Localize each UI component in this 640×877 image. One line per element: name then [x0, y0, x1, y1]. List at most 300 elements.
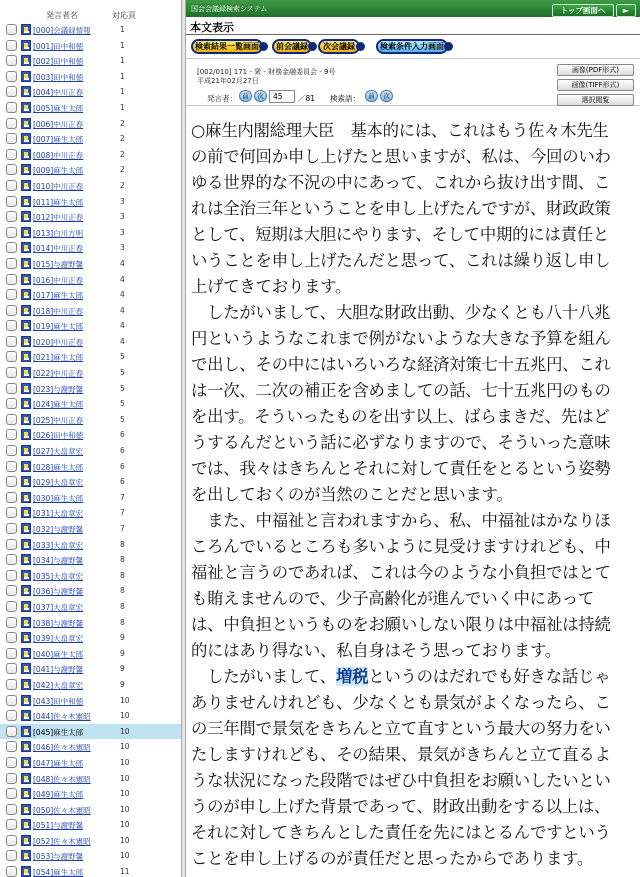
speaker-list-item[interactable]	[0, 53, 181, 69]
speaker-icon	[21, 523, 31, 534]
page-number: 9	[120, 664, 125, 674]
speaker-icon	[21, 835, 31, 846]
speaker-list-item[interactable]	[0, 739, 181, 755]
speaker-list-item[interactable]	[0, 178, 181, 194]
speaker-icon	[21, 55, 31, 66]
speaker-link[interactable]: [053]与謝野馨	[33, 852, 84, 862]
speaker-icon	[21, 71, 31, 82]
search-term-nav-label: 検索語：	[330, 94, 360, 103]
page-number: 8	[120, 601, 125, 611]
speech-line: うのが申し上げた背景であって、財政出動をする以上は、	[191, 797, 611, 816]
select-checkbox[interactable]	[6, 86, 17, 97]
page-number: 1	[120, 102, 125, 112]
speaker-list-item[interactable]	[0, 833, 181, 849]
select-checkbox[interactable]	[6, 305, 17, 316]
page-number: 3	[120, 227, 125, 237]
select-checkbox[interactable]	[6, 383, 17, 394]
speaker-link[interactable]: [044]佐々木憲昭	[33, 712, 91, 722]
speaker-icon	[21, 242, 31, 253]
speaker-icon	[21, 274, 31, 285]
speaker-link[interactable]: [041]与謝野馨	[33, 665, 84, 675]
speaker-link[interactable]: [012]中川正春	[33, 213, 84, 223]
speech-line: たしますけれども、その結果、景気がきちんと立て直るよ	[191, 745, 611, 764]
speech-line: ゆる世界的な不況の中にあって、これから抜け出す間、こ	[191, 173, 611, 192]
speaker-list-item[interactable]	[0, 630, 181, 646]
page-number: 9	[120, 679, 125, 689]
speaker-link[interactable]: [036]与謝野馨	[33, 587, 84, 597]
select-checkbox[interactable]	[6, 258, 17, 269]
speaker-link[interactable]: [006]中川正春	[33, 119, 84, 129]
speaker-icon	[21, 40, 31, 51]
page-number: 4	[120, 290, 125, 300]
speaker-list-item[interactable]	[0, 505, 181, 521]
speaker-link[interactable]: [054]麻生太郎	[33, 868, 84, 877]
speaker-icon	[21, 695, 31, 706]
select-checkbox[interactable]	[6, 679, 17, 690]
select-checkbox[interactable]	[6, 242, 17, 253]
select-checkbox[interactable]	[6, 866, 17, 877]
speaker-link[interactable]: [032]与謝野馨	[33, 525, 84, 534]
speaker-link[interactable]: [034]与謝野馨	[33, 556, 84, 566]
select-checkbox[interactable]	[6, 196, 17, 207]
page-number: 10	[120, 804, 130, 814]
speaker-list-item[interactable]	[0, 194, 181, 210]
tiff-image-button[interactable]: 画像(TIFF形式)	[557, 79, 634, 91]
speaker-link[interactable]: [022]中川正春	[33, 369, 84, 379]
top-page-arrow-icon[interactable]: ►	[616, 4, 636, 17]
speaker-icon	[21, 773, 31, 784]
speaker-icon	[21, 289, 31, 300]
select-checkbox[interactable]	[6, 492, 17, 503]
speaker-list-item[interactable]	[0, 583, 181, 599]
speaker-icon	[21, 336, 31, 347]
speaker-list-item[interactable]	[0, 116, 181, 132]
page-number: 1	[120, 56, 125, 66]
speech-line: は、中負担というものをお願いしない限りは中福祉は持続	[191, 615, 611, 634]
arrow-icon	[444, 42, 453, 51]
select-checkbox[interactable]	[6, 663, 17, 674]
speaker-icon	[21, 648, 31, 659]
speech-line	[191, 664, 639, 690]
speaker-link[interactable]: [021]麻生太郎	[33, 353, 84, 363]
page-number: 4	[120, 305, 125, 315]
speaker-link[interactable]: [019]麻生太郎	[33, 322, 84, 332]
speaker-list-item[interactable]	[0, 131, 181, 147]
speaker-icon	[21, 632, 31, 643]
page-number: 1	[120, 25, 125, 34]
page-number: 10	[120, 695, 130, 705]
speaker-icon	[21, 367, 31, 378]
speaker-link[interactable]: [001]田中和徳	[33, 41, 84, 51]
page-number: 9	[120, 648, 125, 658]
select-checkbox[interactable]	[6, 133, 17, 144]
speaker-icon	[21, 86, 31, 97]
top-page-button[interactable]: トップ画面へ	[552, 4, 614, 17]
speaker-list	[0, 22, 181, 877]
speaker-link[interactable]: [025]中川正春	[33, 415, 84, 425]
speaker-link[interactable]: [023]与謝野馨	[33, 384, 84, 394]
speaker-icon	[21, 819, 31, 830]
select-checkbox[interactable]	[6, 274, 17, 285]
speaker-list-item[interactable]	[0, 427, 181, 443]
speaker-link[interactable]: [018]中川正春	[33, 306, 84, 316]
speaker-icon	[21, 445, 31, 456]
page-number: 3	[120, 212, 125, 222]
speaker-list-panel	[0, 0, 181, 877]
speaker-link[interactable]: [027]大畠章宏	[33, 447, 84, 457]
speech-line: では、我々はきちんとそれに対して責任をとるという姿勢	[191, 459, 611, 478]
speaker-link[interactable]: [030]麻生太郎	[33, 493, 84, 503]
speaker-list-item[interactable]	[0, 724, 181, 740]
speaker-list-item[interactable]	[0, 599, 181, 615]
page-number: 4	[120, 274, 125, 284]
speaker-link[interactable]: [011]麻生太郎	[33, 197, 84, 207]
title-divider	[186, 34, 640, 35]
speaker-icon	[21, 118, 31, 129]
speech-text	[191, 118, 639, 872]
speaker-list-item[interactable]	[0, 474, 181, 490]
select-checkbox[interactable]	[6, 850, 17, 861]
speaker-icon	[21, 164, 31, 175]
speaker-icon	[21, 258, 31, 269]
speaker-link[interactable]: [008]中川正春	[33, 150, 84, 160]
speaker-list-item[interactable]	[0, 303, 181, 319]
select-checkbox[interactable]	[6, 570, 17, 581]
speaker-list-item[interactable]	[0, 786, 181, 802]
speech-line: の三年間で景気をきちんと立て直すという最大の努力をい	[191, 719, 611, 738]
speaker-icon	[21, 398, 31, 409]
speaker-link[interactable]: [020]中川正春	[33, 337, 84, 347]
speech-line: も賄えませんので、少子高齢化が進んでいく中にあって	[191, 589, 595, 608]
select-checkbox[interactable]	[6, 71, 17, 82]
speaker-icon	[21, 196, 31, 207]
select-checkbox[interactable]	[6, 164, 17, 175]
select-checkbox[interactable]	[6, 539, 17, 550]
select-checkbox[interactable]	[6, 804, 17, 815]
select-checkbox[interactable]	[6, 788, 17, 799]
prev-meeting-button[interactable]	[272, 39, 312, 54]
speaker-link[interactable]: [000]会議録情報	[33, 26, 91, 35]
select-checkbox[interactable]	[6, 632, 17, 643]
speech-line-start: したがいまして、	[191, 667, 336, 686]
speaker-link[interactable]: [038]与謝野馨	[33, 618, 84, 628]
speaker-list-item[interactable]	[0, 708, 181, 724]
speaker-icon	[21, 383, 31, 394]
speaker-list-item[interactable]	[0, 490, 181, 506]
page-number: 2	[120, 134, 125, 144]
speaker-list-item[interactable]	[0, 396, 181, 412]
page-number: 4	[120, 321, 125, 331]
speaker-icon	[21, 741, 31, 752]
speaker-link[interactable]: [005]麻生太郎	[33, 103, 84, 113]
speaker-link[interactable]: [015]与謝野馨	[33, 259, 84, 269]
system-header-bar	[186, 0, 640, 17]
speaker-link[interactable]: [047]麻生太郎	[33, 758, 84, 768]
speaker-icon	[21, 320, 31, 331]
speaker-list-item[interactable]	[0, 848, 181, 864]
prev-speech-button[interactable]: 前	[239, 90, 252, 102]
speaker-link[interactable]: [046]佐々木憲昭	[33, 743, 91, 753]
select-checkbox[interactable]	[6, 336, 17, 347]
speaker-list-item[interactable]	[0, 209, 181, 225]
speaker-link[interactable]: [039]大畠章宏	[33, 634, 84, 644]
speaker-icon	[21, 554, 31, 565]
speech-line: ありませんけれども、少なくとも景気がよくなったら、こ	[191, 693, 611, 712]
speaker-icon	[21, 305, 31, 316]
page-number: 6	[120, 477, 125, 487]
speaker-icon	[21, 585, 31, 596]
results-list-label: 検索結果一覧画面	[195, 42, 259, 51]
speaker-icon	[21, 476, 31, 487]
speaker-link[interactable]: [013]白川方明	[33, 228, 84, 238]
speaker-list-item[interactable]	[0, 162, 181, 178]
page-number: 8	[120, 555, 125, 565]
select-checkbox[interactable]	[6, 726, 17, 737]
select-checkbox[interactable]	[6, 617, 17, 628]
prev-meeting-label: 前会議録	[276, 42, 308, 51]
arrow-icon	[259, 42, 268, 51]
speech-line: ○麻生内閣総理大臣 基本的には、これはもう佐々木先生	[191, 121, 609, 140]
select-view-button[interactable]: 選択閲覧	[557, 94, 634, 106]
page-number: 5	[120, 352, 125, 362]
page-number: 10	[120, 773, 130, 783]
select-checkbox[interactable]	[6, 55, 17, 66]
speaker-link[interactable]: [016]中川正春	[33, 275, 84, 285]
speaker-icon	[21, 866, 31, 877]
main-panel	[186, 0, 640, 877]
speech-line: 的にはあり得ない、私自身はそう思っております。	[191, 641, 561, 660]
speech-line: 円というようなこれまで例がないような大きな予算を組ん	[191, 329, 611, 348]
results-list-button[interactable]	[191, 39, 263, 54]
speaker-link[interactable]: [014]中川正春	[33, 244, 84, 254]
speaker-column-header: 発言者名	[46, 11, 78, 20]
select-checkbox[interactable]	[6, 461, 17, 472]
select-checkbox[interactable]	[6, 523, 17, 534]
speaker-list-item[interactable]	[0, 817, 181, 833]
select-checkbox[interactable]	[6, 320, 17, 331]
next-meeting-button[interactable]	[318, 39, 360, 54]
select-checkbox[interactable]	[6, 351, 17, 362]
speaker-list-item[interactable]	[0, 38, 181, 54]
select-checkbox[interactable]	[6, 554, 17, 565]
speaker-link[interactable]: [026]田中和徳	[33, 431, 84, 441]
next-speech-button[interactable]: 次	[254, 90, 267, 102]
next-meeting-label: 次会議録	[323, 42, 355, 51]
select-checkbox[interactable]	[6, 211, 17, 222]
search-conditions-button[interactable]	[376, 39, 448, 54]
page-number: 5	[120, 383, 125, 393]
arrow-icon	[356, 42, 365, 51]
select-checkbox[interactable]	[6, 601, 17, 612]
speaker-list-item[interactable]	[0, 661, 181, 677]
speaker-link[interactable]: [043]田中和徳	[33, 696, 84, 706]
select-checkbox[interactable]	[6, 585, 17, 596]
select-checkbox[interactable]	[6, 507, 17, 518]
speaker-list-item[interactable]	[0, 365, 181, 381]
speaker-link[interactable]: [031]大畠章宏	[33, 509, 84, 519]
select-checkbox[interactable]	[6, 741, 17, 752]
select-checkbox[interactable]	[6, 476, 17, 487]
speaker-link[interactable]: [045]麻生太郎	[33, 727, 84, 737]
select-checkbox[interactable]	[6, 227, 17, 238]
page-number: 10	[120, 726, 130, 736]
select-checkbox[interactable]	[6, 40, 17, 51]
highlighted-search-term: 増税	[335, 667, 369, 686]
meeting-info-box	[186, 58, 640, 106]
page-number: 8	[120, 539, 125, 549]
page-number: 7	[120, 492, 125, 502]
select-checkbox[interactable]	[6, 773, 17, 784]
speaker-list-item[interactable]	[0, 349, 181, 365]
page-number: 6	[120, 430, 125, 440]
speaker-icon	[21, 617, 31, 628]
speaker-icon	[21, 211, 31, 222]
speaker-link[interactable]: [050]佐々木憲昭	[33, 805, 91, 815]
speaker-icon	[21, 414, 31, 425]
speaker-link[interactable]: [037]大畠章宏	[33, 602, 84, 612]
speaker-link[interactable]: [003]田中和徳	[33, 72, 84, 82]
speaker-icon	[21, 149, 31, 160]
speaker-list-item[interactable]	[0, 537, 181, 553]
page-number: 10	[120, 835, 130, 845]
speaker-icon	[21, 710, 31, 721]
select-checkbox[interactable]	[6, 118, 17, 129]
speaker-list-item[interactable]	[0, 771, 181, 787]
select-checkbox[interactable]	[6, 367, 17, 378]
speaker-link[interactable]: [040]麻生太郎	[33, 649, 84, 659]
speech-line: 福祉と言うのであれば、これは今のような小負担ではとて	[191, 563, 611, 582]
speaker-list-item[interactable]	[0, 443, 181, 459]
speaker-list-item[interactable]	[0, 272, 181, 288]
speaker-list-item[interactable]	[0, 802, 181, 818]
speaker-list-item[interactable]	[0, 864, 181, 877]
select-checkbox[interactable]	[6, 757, 17, 768]
page-number: 8	[120, 586, 125, 596]
speaker-link[interactable]: [028]麻生太郎	[33, 462, 84, 472]
page-number: 10	[120, 851, 130, 861]
speaker-list-item[interactable]	[0, 568, 181, 584]
select-checkbox[interactable]	[6, 445, 17, 456]
speech-line: また、中福祉と言われますから、私、中福祉はかなりほ	[191, 511, 611, 530]
select-checkbox[interactable]	[6, 149, 17, 160]
select-checkbox[interactable]	[6, 289, 17, 300]
page-number: 1	[120, 71, 125, 81]
speech-line: うするんだという話に必ずなりますので、そういった意味	[191, 433, 611, 452]
speech-line: として、短期は大胆にやります、そして中期的には責任と	[191, 225, 610, 244]
next-hit-button[interactable]: 次	[380, 90, 393, 102]
select-checkbox[interactable]	[6, 695, 17, 706]
speaker-list-item[interactable]	[0, 147, 181, 163]
speaker-list-item[interactable]	[0, 693, 181, 709]
page-number: 5	[120, 399, 125, 409]
speaker-icon	[21, 102, 31, 113]
select-checkbox[interactable]	[6, 835, 17, 846]
speaker-icon	[21, 507, 31, 518]
speaker-list-item[interactable]	[0, 84, 181, 100]
speaker-link[interactable]: [048]佐々木憲昭	[33, 774, 91, 784]
speaker-link[interactable]: [033]大畠章宏	[33, 540, 84, 550]
select-checkbox[interactable]	[6, 648, 17, 659]
speaker-list-item[interactable]	[0, 100, 181, 116]
page-number: 9	[120, 633, 125, 643]
speaker-link[interactable]: [035]大畠章宏	[33, 571, 84, 581]
speaker-list-item[interactable]	[0, 225, 181, 241]
speaker-list-item[interactable]	[0, 521, 181, 537]
speaker-icon	[21, 850, 31, 861]
page-number: 7	[120, 524, 125, 533]
page-number: 2	[120, 118, 125, 128]
speaker-link[interactable]: [010]中川正春	[33, 181, 84, 191]
speaker-list-item[interactable]	[0, 22, 181, 38]
speaker-icon	[21, 24, 31, 35]
select-checkbox[interactable]	[6, 429, 17, 440]
speaker-list-item[interactable]	[0, 334, 181, 350]
speaker-icon	[21, 351, 31, 362]
speaker-link[interactable]: [009]麻生太郎	[33, 166, 84, 176]
speaker-link[interactable]: [002]田中和徳	[33, 57, 84, 67]
speaker-list-item[interactable]	[0, 240, 181, 256]
speaker-list-item[interactable]	[0, 381, 181, 397]
speaker-list-item[interactable]	[0, 459, 181, 475]
select-checkbox[interactable]	[6, 180, 17, 191]
speech-line: うな状況になった段階ではぜひ中負担をお願いしたいとい	[191, 771, 611, 790]
speaker-link[interactable]: [017]麻生太郎	[33, 291, 84, 301]
speaker-list-item[interactable]	[0, 287, 181, 303]
search-conditions-label: 検索条件入力画面	[380, 42, 444, 51]
meeting-date: 平成21年02月27日	[197, 77, 259, 85]
speaker-link[interactable]: [007]麻生太郎	[33, 135, 84, 145]
speaker-icon	[21, 461, 31, 472]
speaker-list-item[interactable]	[0, 646, 181, 662]
speaker-list-item[interactable]	[0, 412, 181, 428]
select-checkbox[interactable]	[6, 398, 17, 409]
speech-number-input[interactable]: 45	[269, 90, 295, 103]
speaker-link[interactable]: [051]与謝野馨	[33, 821, 84, 831]
speaker-link[interactable]: [049]麻生太郎	[33, 790, 84, 800]
select-checkbox[interactable]	[6, 102, 17, 113]
speaker-list-item[interactable]	[0, 256, 181, 272]
page-number: 10	[120, 742, 130, 752]
speech-line: を出しておくのが当然のことだと思います。	[191, 485, 513, 504]
select-checkbox[interactable]	[6, 24, 17, 35]
speaker-list-item[interactable]	[0, 677, 181, 693]
prev-hit-button[interactable]: 前	[365, 90, 378, 102]
speech-line: それに対してきちんとした責任を先にはとるんですという	[191, 823, 611, 842]
speaker-list-item[interactable]	[0, 755, 181, 771]
speaker-list-item[interactable]	[0, 69, 181, 85]
speaker-link[interactable]: [029]大畠章宏	[33, 478, 84, 488]
page-column-header: 対応頁	[112, 11, 136, 20]
speaker-icon	[21, 601, 31, 612]
select-checkbox[interactable]	[6, 819, 17, 830]
speaker-nav-label: 発言者：	[207, 94, 237, 103]
speaker-link[interactable]: [024]麻生太郎	[33, 400, 84, 410]
page-number: 3	[120, 196, 125, 206]
speech-line: で出し、その中にはいろいろな経済対策七十五兆円、これ	[191, 355, 611, 374]
speech-line: は一次、二次の補正を含めましての話、七十五兆円のもの	[191, 381, 611, 400]
speaker-link[interactable]: [004]中川正春	[33, 88, 84, 98]
page-number: 11	[120, 867, 130, 877]
select-checkbox[interactable]	[6, 414, 17, 425]
speaker-link[interactable]: [042]大畠章宏	[33, 680, 84, 690]
speaker-list-item[interactable]	[0, 318, 181, 334]
pdf-image-button[interactable]: 画像(PDF形式)	[557, 64, 634, 76]
speaker-link[interactable]: [052]佐々木憲昭	[33, 836, 91, 846]
select-checkbox[interactable]	[6, 710, 17, 721]
page-number: 5	[120, 414, 125, 424]
speaker-list-item[interactable]	[0, 615, 181, 631]
speaker-list-item[interactable]	[0, 552, 181, 568]
